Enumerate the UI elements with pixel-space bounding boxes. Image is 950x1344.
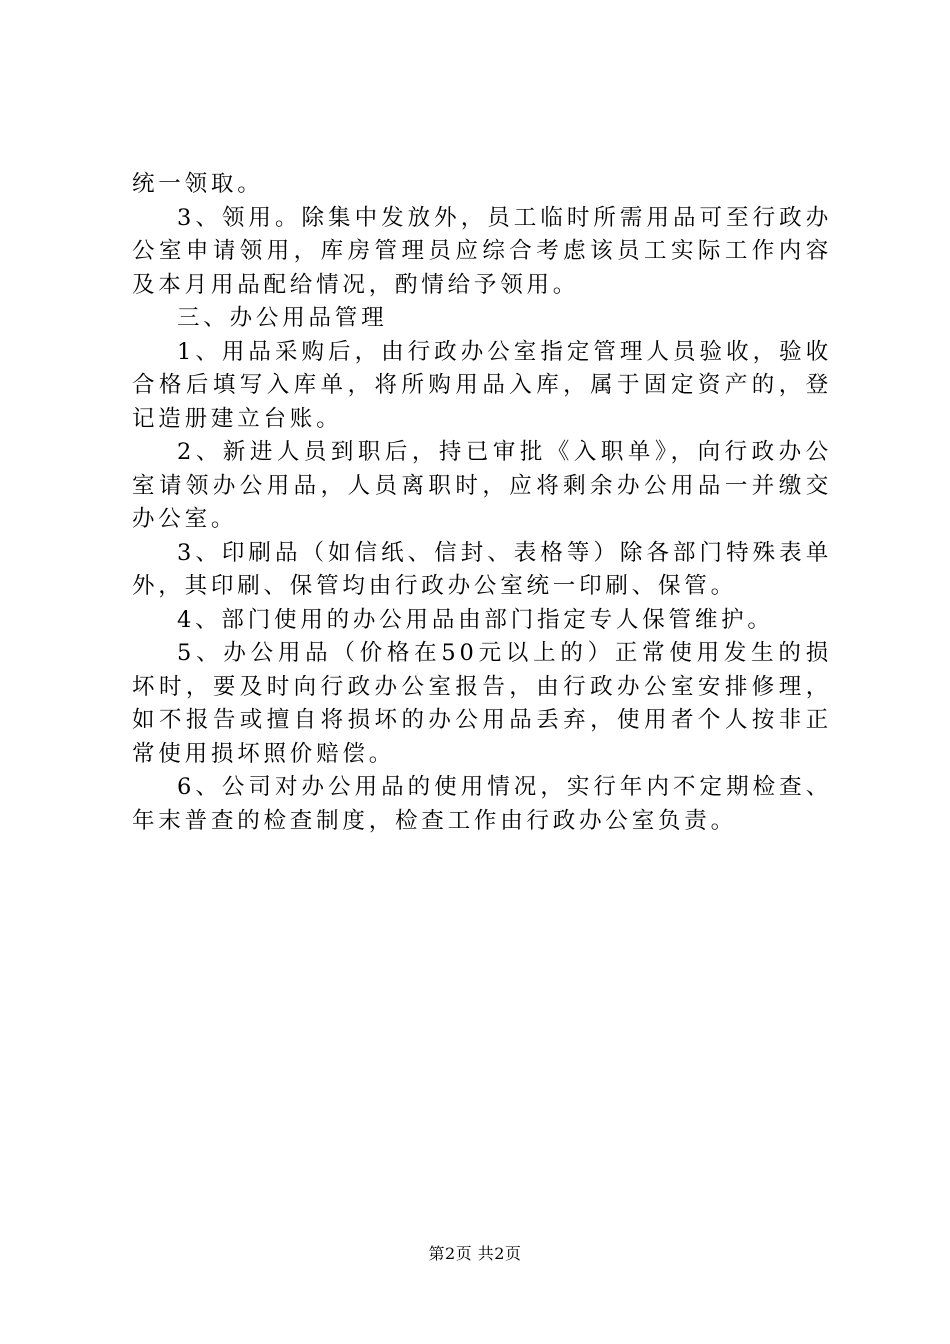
paragraph-item-2-new-staff: 2、新进人员到职后，持已审批《入职单》，向行政办公室请领办公用品，人员离职时，应将剩余办公用品一并缴交办公室。: [132, 439, 832, 532]
paragraph-continuation: 统一领取。: [132, 171, 264, 197]
paragraph-item-6-inspection: 6、公司对办公用品的使用情况，实行年内不定期检查、年末普查的检查制度，检查工作由行政办公室负责。: [132, 774, 832, 834]
paragraph-item-3-printed-matter: 3、印刷品（如信纸、信封、表格等）除各部门特殊表单外，其印刷、保管均由行政办公室统一印刷、保管。: [132, 539, 832, 599]
paragraph-item-5-damage: 5、办公用品（价格在50元以上的）正常使用发生的损坏时，要及时向行政办公室报告，由行政办公室安排修理，如不报告或擅自将损坏的办公用品丢弃，使用者个人按非正常使用损坏照价赔偿。: [132, 640, 832, 767]
paragraph-item-3-collect: 3、领用。除集中发放外，员工临时所需用品可至行政办公室申请领用，库房管理员应综合考虑该员工实际工作内容及本月用品配给情况，酌情给予领用。: [132, 204, 832, 298]
paragraph-item-4-department: 4、部门使用的办公用品由部门指定专人保管维护。: [177, 606, 774, 633]
page-number-footer: 第2页 共2页: [428, 1244, 522, 1263]
paragraph-item-1-purchase: 1、用品采购后，由行政办公室指定管理人员验收，验收合格后填写入库单，将所购用品入库，属于固定资产的，登记造册建立台账。: [132, 338, 832, 432]
section-heading-office-supplies-management: 三、办公用品管理: [177, 305, 388, 331]
document-body: [132, 168, 832, 838]
